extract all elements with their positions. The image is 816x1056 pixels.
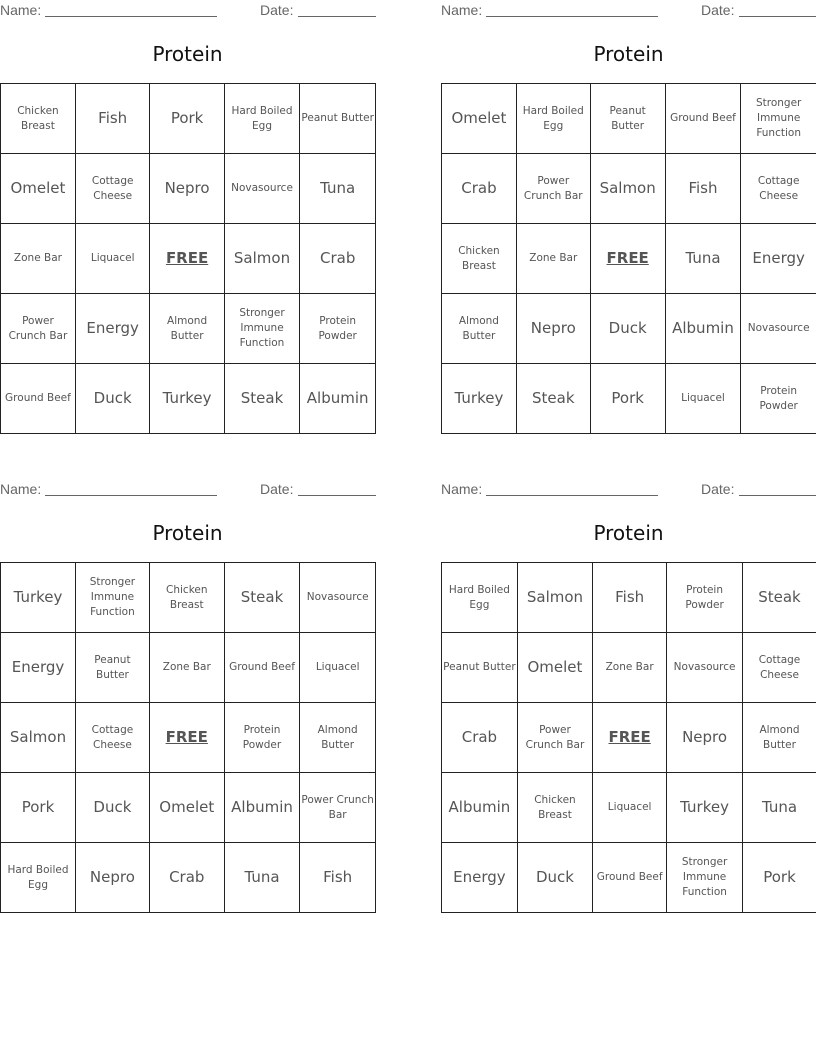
bingo-cell: Chicken Breast xyxy=(442,224,517,294)
bingo-cell: Almond Butter xyxy=(742,703,816,773)
bingo-cell: Peanut Butter xyxy=(76,633,150,703)
bingo-cell: Albumin xyxy=(300,364,376,434)
date-label: Date: xyxy=(701,2,735,18)
bingo-cell: Hard Boiled Egg xyxy=(224,84,300,154)
bingo-cell: Peanut Butter xyxy=(442,633,518,703)
grid-row xyxy=(442,224,816,294)
bingo-cell: Hard Boiled Egg xyxy=(1,843,76,913)
bingo-cell: Stronger Immune Function xyxy=(224,294,300,364)
bingo-cell: Nepro xyxy=(516,294,590,364)
bingo-grid xyxy=(0,83,376,434)
bingo-cell: Stronger Immune Function xyxy=(76,563,150,633)
bingo-cell: Fish xyxy=(75,84,150,154)
bingo-cell: Novasource xyxy=(224,154,300,224)
date-blank-line xyxy=(298,495,376,496)
bingo-cell: Stronger Immune Function xyxy=(741,84,816,154)
grid-row xyxy=(1,364,376,434)
bingo-cell: Salmon xyxy=(224,224,300,294)
bingo-cell: Almond Butter xyxy=(442,294,517,364)
bingo-cell: Protein Powder xyxy=(741,364,816,434)
name-blank-line xyxy=(45,16,217,17)
bingo-cell: Cottage Cheese xyxy=(741,154,816,224)
grid-row xyxy=(442,773,816,843)
bingo-cell: Tuna xyxy=(742,773,816,843)
free-space: FREE xyxy=(149,703,224,773)
bingo-cell: Peanut Butter xyxy=(300,84,376,154)
bingo-cell: Salmon xyxy=(590,154,665,224)
bingo-cell: Nepro xyxy=(150,154,224,224)
bingo-cell: Albumin xyxy=(665,294,741,364)
bingo-cell: Liquacel xyxy=(75,224,150,294)
grid-row xyxy=(1,154,376,224)
bingo-cell: Fish xyxy=(593,563,667,633)
card-header xyxy=(0,0,376,22)
bingo-cell: Turkey xyxy=(150,364,224,434)
date-blank-line xyxy=(739,495,816,496)
bingo-cell: Turkey xyxy=(667,773,743,843)
bingo-cell: Steak xyxy=(224,563,300,633)
grid-row xyxy=(442,563,816,633)
date-label: Date: xyxy=(260,481,294,497)
free-space: FREE xyxy=(593,703,667,773)
bingo-cell: Power Crunch Bar xyxy=(1,294,76,364)
name-blank-line xyxy=(486,16,658,17)
free-space: FREE xyxy=(150,224,224,294)
bingo-card-4 xyxy=(441,479,816,898)
bingo-cell: Crab xyxy=(300,224,376,294)
bingo-cell: Novasource xyxy=(300,563,376,633)
grid-row xyxy=(1,703,376,773)
bingo-cell: Energy xyxy=(75,294,150,364)
card-title: Protein xyxy=(593,521,664,545)
bingo-cell: Pork xyxy=(590,364,665,434)
bingo-cell: Zone Bar xyxy=(516,224,590,294)
name-label: Name: xyxy=(0,2,42,18)
bingo-card-2 xyxy=(441,0,816,412)
grid-row xyxy=(442,633,816,703)
card-title: Protein xyxy=(593,42,664,66)
bingo-cell: Steak xyxy=(516,364,590,434)
bingo-cell: Peanut Butter xyxy=(590,84,665,154)
bingo-cell: Energy xyxy=(1,633,76,703)
grid-row xyxy=(1,294,376,364)
bingo-cell: Cottage Cheese xyxy=(75,154,150,224)
bingo-cell: Nepro xyxy=(76,843,150,913)
bingo-cell: Omelet xyxy=(1,154,76,224)
bingo-cell: Power Crunch Bar xyxy=(300,773,376,843)
bingo-cell: Steak xyxy=(742,563,816,633)
bingo-card-1 xyxy=(0,0,376,407)
bingo-cell: Tuna xyxy=(224,843,300,913)
name-label: Name: xyxy=(0,481,42,497)
bingo-cell: Liquacel xyxy=(593,773,667,843)
bingo-cell: Steak xyxy=(224,364,300,434)
card-header xyxy=(441,479,816,501)
bingo-cell: Zone Bar xyxy=(1,224,76,294)
bingo-cell: Duck xyxy=(75,364,150,434)
bingo-cell: Liquacel xyxy=(300,633,376,703)
bingo-cell: Protein Powder xyxy=(667,563,743,633)
grid-row xyxy=(1,773,376,843)
name-blank-line xyxy=(45,495,217,496)
bingo-cell: Omelet xyxy=(517,633,592,703)
bingo-cell: Duck xyxy=(517,843,592,913)
card-title: Protein xyxy=(152,521,223,545)
bingo-cell: Crab xyxy=(442,154,517,224)
bingo-cell: Hard Boiled Egg xyxy=(442,563,518,633)
bingo-cell: Chicken Breast xyxy=(149,563,224,633)
card-header xyxy=(0,479,376,501)
date-blank-line xyxy=(298,16,376,17)
name-label: Name: xyxy=(441,2,483,18)
bingo-cell: Novasource xyxy=(667,633,743,703)
date-blank-line xyxy=(739,16,816,17)
date-label: Date: xyxy=(260,2,294,18)
bingo-cell: Turkey xyxy=(1,563,76,633)
bingo-cell: Almond Butter xyxy=(300,703,376,773)
bingo-cell: Turkey xyxy=(442,364,517,434)
grid-row xyxy=(1,633,376,703)
bingo-cell: Protein Powder xyxy=(300,294,376,364)
bingo-cell: Tuna xyxy=(665,224,741,294)
bingo-cell: Ground Beef xyxy=(1,364,76,434)
bingo-cell: Power Crunch Bar xyxy=(516,154,590,224)
bingo-cell: Pork xyxy=(150,84,224,154)
bingo-cell: Chicken Breast xyxy=(517,773,592,843)
bingo-cell: Omelet xyxy=(149,773,224,843)
bingo-cell: Albumin xyxy=(442,773,518,843)
grid-row xyxy=(1,843,376,913)
card-header xyxy=(441,0,816,22)
bingo-cell: Fish xyxy=(300,843,376,913)
name-blank-line xyxy=(486,495,658,496)
grid-row xyxy=(442,703,816,773)
bingo-cell: Hard Boiled Egg xyxy=(516,84,590,154)
date-label: Date: xyxy=(701,481,735,497)
bingo-cell: Energy xyxy=(741,224,816,294)
bingo-cell: Pork xyxy=(1,773,76,843)
bingo-cell: Duck xyxy=(76,773,150,843)
grid-row xyxy=(442,294,816,364)
bingo-cell: Ground Beef xyxy=(224,633,300,703)
bingo-cell: Omelet xyxy=(442,84,517,154)
bingo-cell: Zone Bar xyxy=(593,633,667,703)
grid-row xyxy=(1,224,376,294)
bingo-cell: Salmon xyxy=(517,563,592,633)
card-title: Protein xyxy=(152,42,223,66)
bingo-cell: Crab xyxy=(442,703,518,773)
bingo-cell: Ground Beef xyxy=(593,843,667,913)
bingo-cell: Almond Butter xyxy=(150,294,224,364)
bingo-cell: Zone Bar xyxy=(149,633,224,703)
bingo-cell: Novasource xyxy=(741,294,816,364)
grid-row xyxy=(442,843,816,913)
bingo-cell: Salmon xyxy=(1,703,76,773)
bingo-grid xyxy=(441,562,816,913)
grid-row xyxy=(1,563,376,633)
bingo-cell: Pork xyxy=(742,843,816,913)
bingo-cell: Ground Beef xyxy=(665,84,741,154)
bingo-cell: Protein Powder xyxy=(224,703,300,773)
bingo-cell: Stronger Immune Function xyxy=(667,843,743,913)
bingo-card-3 xyxy=(0,479,376,891)
grid-row xyxy=(442,84,816,154)
bingo-cell: Chicken Breast xyxy=(1,84,76,154)
bingo-cell: Tuna xyxy=(300,154,376,224)
name-label: Name: xyxy=(441,481,483,497)
bingo-cell: Energy xyxy=(442,843,518,913)
bingo-grid xyxy=(0,562,376,913)
bingo-cell: Albumin xyxy=(224,773,300,843)
bingo-cell: Liquacel xyxy=(665,364,741,434)
bingo-cell: Nepro xyxy=(667,703,743,773)
bingo-cell: Crab xyxy=(149,843,224,913)
bingo-cell: Cottage Cheese xyxy=(76,703,150,773)
grid-row xyxy=(442,364,816,434)
bingo-grid xyxy=(441,83,816,434)
grid-row xyxy=(1,84,376,154)
bingo-cell: Power Crunch Bar xyxy=(517,703,592,773)
grid-row xyxy=(442,154,816,224)
bingo-cell: Duck xyxy=(590,294,665,364)
free-space: FREE xyxy=(590,224,665,294)
bingo-cell: Cottage Cheese xyxy=(742,633,816,703)
bingo-cell: Fish xyxy=(665,154,741,224)
